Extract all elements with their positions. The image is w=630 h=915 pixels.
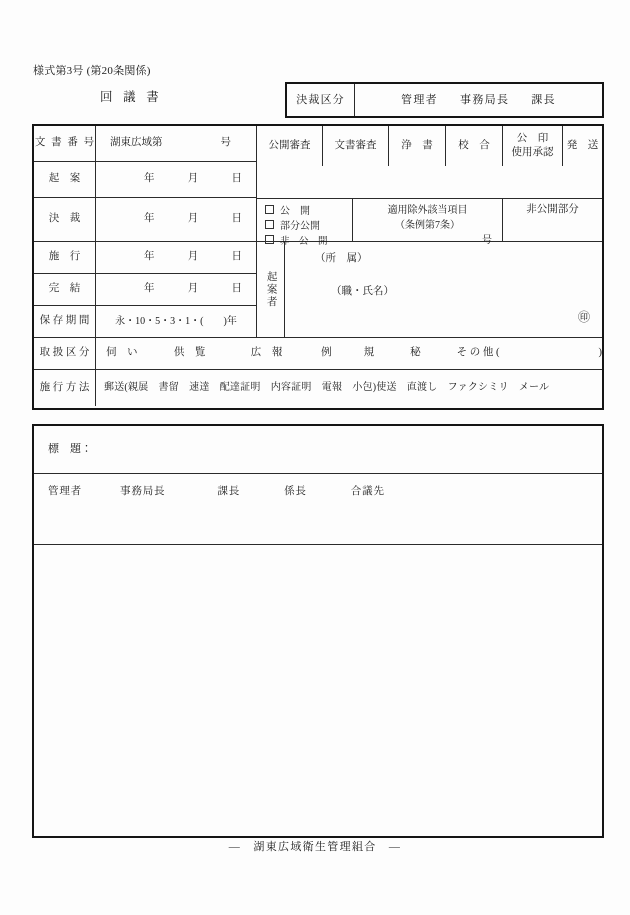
subject-and-approval-box [32, 424, 604, 838]
disclosure-option-label: 公 開 [280, 206, 310, 217]
nondisclosed-part-label: 非公開部分 [526, 204, 579, 215]
date-month: 月 [187, 251, 199, 263]
approver-section-chief: 課長 [217, 486, 241, 497]
row-label-enforcement: 施 行 [34, 242, 96, 274]
date-month: 月 [187, 283, 199, 295]
decision-class-label: 決裁区分 [287, 84, 355, 116]
decision-role-section-chief: 課長 [531, 93, 556, 106]
approver-manager: 管理者 [48, 486, 83, 497]
handling-option-circulation: 供 覧 [173, 347, 206, 359]
process-column-dispatch[interactable] [563, 126, 602, 166]
date-day: 日 [231, 173, 242, 185]
main-form-table [32, 124, 604, 410]
process-column-label: 校 合 [458, 139, 490, 151]
subject-field[interactable] [34, 426, 602, 474]
drafter-vertical-label [257, 242, 285, 338]
date-year: 年 [144, 283, 155, 295]
process-column-disclosure-review[interactable] [257, 126, 323, 166]
checkbox-icon[interactable] [265, 220, 274, 229]
document-number-unit: 号 [220, 137, 231, 149]
handling-option-publicity: 広 報 [250, 347, 283, 359]
date-month: 月 [187, 173, 199, 185]
process-column-label: 発 送 [566, 139, 599, 151]
completion-date-field[interactable] [96, 274, 257, 306]
drafter-label-text: 起案者 [265, 270, 277, 309]
date-year: 年 [144, 213, 155, 225]
disclosure-option-public[interactable] [265, 202, 352, 217]
document-number-field[interactable] [96, 126, 257, 162]
row-label-drafting: 起 案 [34, 162, 96, 198]
disclosure-option-label: 非 公 開 [280, 236, 328, 247]
decision-role-manager: 管理者 [401, 93, 439, 106]
date-year: 年 [144, 173, 155, 185]
row-label-document-number: 文書番号 [34, 126, 96, 162]
page-title: 回議書 [100, 90, 170, 104]
approver-secretary-general: 事務局長 [120, 486, 166, 497]
date-day: 日 [231, 283, 242, 295]
handling-option-other: そ の 他 ( [456, 347, 500, 359]
row-label-handling-class: 取扱区分 [34, 338, 96, 370]
exemption-unit: 号 [482, 235, 492, 246]
checkbox-icon[interactable] [265, 205, 274, 214]
process-column-collation[interactable] [446, 126, 503, 166]
form-number-label: 様式第3号 (第20条関係) [33, 65, 151, 77]
retention-period-field[interactable]: 永・10・5・3・1・( )年 [96, 306, 257, 338]
handling-class-options[interactable] [96, 338, 602, 370]
process-column-label: 公開審査 [268, 139, 311, 151]
drafter-content-area[interactable] [285, 242, 602, 338]
approval-signature-row[interactable] [34, 474, 602, 545]
handling-option-other-close: ) [577, 347, 602, 359]
handling-option-precedent: 例 [321, 347, 332, 359]
exemption-item-cell[interactable] [353, 198, 503, 246]
process-column-document-review[interactable] [323, 126, 389, 166]
disclosure-option-label: 部分公開 [280, 221, 320, 232]
date-month: 月 [187, 213, 199, 225]
approver-subsection-chief: 係長 [284, 486, 307, 497]
process-column-label: 浄 書 [401, 139, 433, 151]
footer-organization-name: — 湖東広域衛生管理組合 — [228, 841, 402, 853]
handling-option-inquiry: 伺 い [106, 347, 138, 359]
process-column-fair-copy[interactable] [389, 126, 446, 166]
row-label-decision: 決 裁 [34, 198, 96, 242]
decision-role-secretary-general: 事務局長 [460, 93, 510, 106]
process-column-label-line2: 使用承認 [511, 147, 554, 158]
decision-class-box [285, 82, 604, 118]
seal-icon: ㊞ [577, 310, 590, 324]
date-day: 日 [231, 251, 242, 263]
date-day: 日 [231, 213, 242, 225]
subject-label: 標 題： [48, 443, 92, 456]
handling-option-confidential: 秘 [410, 347, 421, 359]
exemption-title: 適用除外該当項目 [387, 205, 468, 216]
row-label-retention-period: 保存期間 [34, 306, 96, 338]
dispatch-method-options[interactable]: 郵送(親展 書留 速達 配達証明 内容証明 電報 小包)使送 直渡し ファクシミリ メール [104, 382, 550, 394]
drafter-affiliation-label: （所 属） [315, 253, 368, 264]
approver-consultation-target: 合議先 [350, 486, 385, 497]
drafting-date-field[interactable] [96, 162, 257, 198]
decision-class-roles [355, 84, 602, 116]
exemption-subtitle: （条例第7条） [395, 220, 460, 231]
nondisclosed-part-cell[interactable] [503, 198, 602, 242]
document-number-prefix: 湖東広域第 [110, 137, 163, 149]
enforcement-date-field[interactable] [96, 242, 257, 274]
handling-option-regulation: 規 [363, 347, 375, 359]
decision-date-field[interactable] [96, 198, 257, 242]
process-column-label-line1: 公 印 [516, 132, 549, 144]
row-label-dispatch-method: 施行方法 [34, 370, 96, 406]
process-column-seal-approval[interactable] [503, 126, 563, 166]
disclosure-checkbox-group[interactable] [257, 198, 353, 247]
row-label-completion: 完 結 [34, 274, 96, 306]
free-content-area[interactable] [34, 544, 602, 836]
date-year: 年 [144, 251, 155, 263]
disclosure-option-partial[interactable] [265, 217, 352, 232]
drafter-name-label: （職・氏名） [331, 286, 394, 297]
process-column-label: 文書審査 [334, 139, 377, 151]
